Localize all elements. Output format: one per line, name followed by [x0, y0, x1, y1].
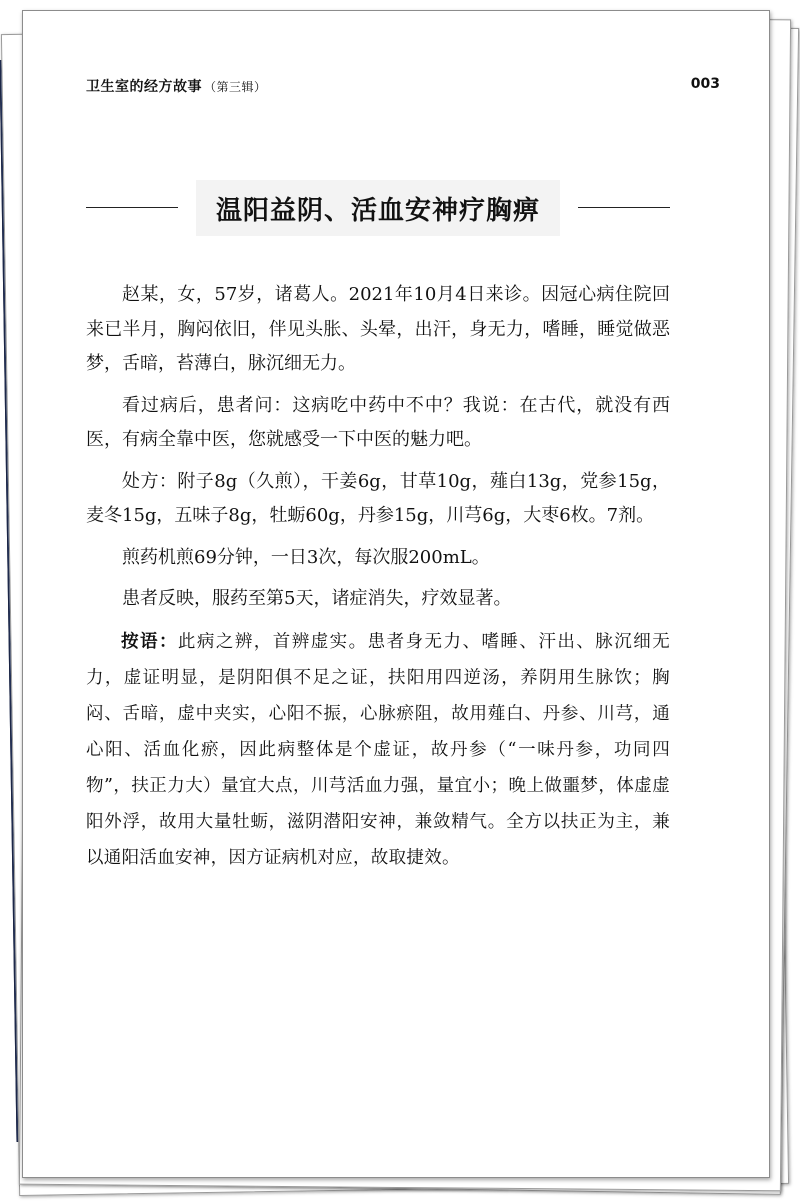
volume-label: （第三辑）: [204, 80, 267, 94]
feedback-paragraph: 患者反映，服药至第5天，诸症消失，疗效显著。: [122, 588, 512, 609]
running-head: [86, 76, 267, 96]
decoction-paragraph: 煎药机煎69分钟，一日3次，每次服200mL。: [122, 546, 490, 568]
prescription-paragraph: 处方：附子8g（久煎），干姜6g，甘草10g，薤白13g，党参15g，麦冬15g，五味子8g，牡蛎60g，丹参15g，川芎6g，大枣6枚。7剂。: [86, 470, 670, 526]
book-title: 卫生室的经方故事: [86, 79, 202, 95]
commentary-text: 此病之辨，首辨虚实。患者身无力、嗜睡、汗出、脉沉细无力，虚证明显，是阴阳俱不足之证，扶阳用四逆汤，养阴用生脉饮；胸闷、舌暗，虚中夹实，心阳不振，心脉瘀阻，故用薤白、丹参、川芎，通心阳、活血化瘀，因此病整体是个虚证，故丹参（“一味丹参，功同四物”，扶正力大）量宜大点，川芎活血力强，量宜小；晚上做噩梦，体虚虚阳外浮，故用大量牡蛎，滋阴潜阳安神，兼敛精气。全方以扶正为主，兼以通阳活血安神，因方证病机对应，故取捷效。: [86, 631, 670, 868]
article-title-block: [86, 180, 670, 236]
case-paragraph: 赵某，女，57岁，诸葛人。2021年10月4日来诊。因冠心病住院回来已半月，胸闷依旧，伴见头胀、头晕，出汗，身无力，嗜睡，睡觉做恶梦，舌暗，苔薄白，脉沉细无力。: [86, 284, 670, 374]
commentary-label: 按语：: [121, 631, 178, 652]
title-rule-right: [578, 207, 670, 208]
article-body: [86, 278, 670, 883]
title-band: [196, 180, 560, 236]
title-rule-left: [86, 207, 178, 208]
commentary-paragraph: [86, 624, 670, 876]
dialogue-paragraph: 看过病后，患者问：这病吃中药中不中？我说：在古代，就没有西医，有病全靠中医，您就感受一下中医的魅力吧。: [86, 394, 670, 450]
page-number: 003: [690, 76, 720, 92]
article-title: 温阳益阴、活血安神疗胸痹: [215, 195, 540, 226]
